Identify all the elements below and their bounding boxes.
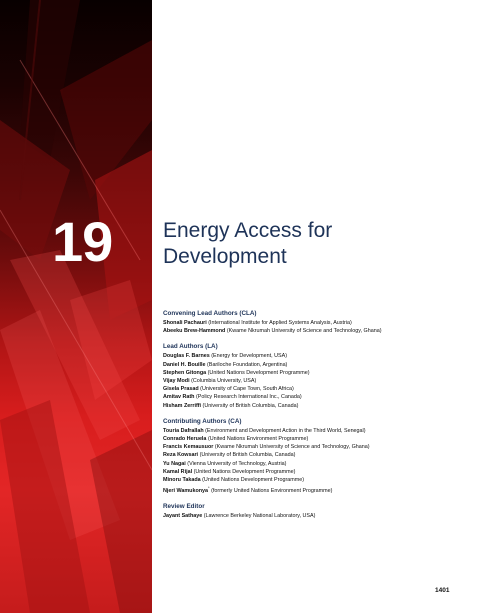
section-review-editor xyxy=(163,502,468,520)
author-entry xyxy=(163,451,468,459)
author-entry xyxy=(163,468,468,476)
page-number: 1401 xyxy=(435,587,450,594)
author-entry xyxy=(163,352,468,360)
author-entry xyxy=(163,377,468,385)
author-name: Yu Nagai xyxy=(163,460,186,467)
author-entry xyxy=(163,385,468,393)
author-affiliation: (Policy Research International Inc., Canada) xyxy=(195,394,302,401)
author-entry xyxy=(163,484,468,495)
author-affiliation: (United Nations Environment Programme) xyxy=(207,436,309,443)
author-entry xyxy=(163,319,468,327)
author-affiliation: (Environment and Development Action in the Third World, Senegal) xyxy=(205,427,366,434)
author-name: Hisham Zerriffi xyxy=(163,402,202,409)
author-list xyxy=(163,309,468,527)
author-affiliation: (Kwame Nkrumah University of Science and Technology, Ghana) xyxy=(214,444,370,451)
author-name: Stephen Gitonga xyxy=(163,369,207,376)
author-name: Minoru Takada xyxy=(163,477,201,484)
section-heading: Contributing Authors (CA) xyxy=(163,417,242,425)
author-name: Gisela Prasad xyxy=(163,386,199,393)
section-contributing-authors xyxy=(163,417,468,495)
author-entry xyxy=(163,393,468,401)
author-name: Reza Kowsari xyxy=(163,452,199,459)
author-name: Douglas F. Barnes xyxy=(163,353,210,360)
author-name: Daniel H. Bouille xyxy=(163,361,206,368)
author-affiliation: (International Institute for Applied Systems Analysis, Austria) xyxy=(208,320,352,326)
author-affiliation: (United Nations Development Programme) xyxy=(193,468,296,475)
author-entry xyxy=(163,435,468,443)
author-entry xyxy=(163,327,468,335)
author-affiliation: (University of British Columbia, Canada) xyxy=(202,402,299,409)
chapter-title-line-2: Development xyxy=(163,245,287,268)
section-convening-lead-authors xyxy=(163,309,468,335)
author-name: Kamal Rijal xyxy=(163,468,193,475)
author-affiliation: (United Nations Development Programme) xyxy=(202,477,305,484)
author-name: Abeeku Brew-Hammond xyxy=(163,328,226,335)
author-entry xyxy=(163,402,468,410)
author-name: Shonali Pachauri xyxy=(163,320,207,326)
author-name: Amitav Rath xyxy=(163,394,195,401)
section-heading: Lead Authors (LA) xyxy=(163,343,218,351)
author-entry xyxy=(163,512,468,520)
chapter-number: 19 xyxy=(52,210,113,273)
section-heading: Review Editor xyxy=(163,503,205,511)
author-entry xyxy=(163,369,468,377)
author-affiliation: (United Nations Development Programme) xyxy=(207,369,310,376)
section-heading: Convening Lead Authors (CLA) xyxy=(163,310,257,317)
author-entry xyxy=(163,460,468,468)
author-affiliation: (University of Cape Town, South Africa) xyxy=(200,386,294,393)
chapter-title-line-1: Energy Access for xyxy=(163,219,333,242)
author-affiliation: (Bariloche Foundation, Argentina) xyxy=(207,361,288,368)
author-entry xyxy=(163,361,468,369)
author-affiliation: (Kwame Nkrumah University of Science and Technology, Ghana) xyxy=(226,328,382,335)
author-affiliation: (Vienna University of Technology, Austria) xyxy=(187,460,287,467)
author-name: Francis Kemausuor xyxy=(163,444,214,451)
author-affiliation: (formerly United Nations Environment Programme) xyxy=(211,488,333,495)
author-affiliation: (Lawrence Berkeley National Laboratory, USA) xyxy=(203,513,316,520)
abstract-red-shapes xyxy=(0,0,152,613)
author-name: Vijay Modi xyxy=(163,378,190,385)
author-name: Njeri Wamukonya xyxy=(163,488,209,495)
author-name: Conrado Heruela xyxy=(163,436,207,443)
chapter-title xyxy=(163,218,453,270)
author-name: Touria Dafrallah xyxy=(163,427,204,434)
author-affiliation: (University of British Columbia, Canada) xyxy=(199,452,296,459)
author-affiliation: (Energy for Development, USA) xyxy=(211,353,288,360)
author-affiliation: (Columbia University, USA) xyxy=(191,378,257,385)
author-entry xyxy=(163,443,468,451)
author-entry xyxy=(163,427,468,435)
section-lead-authors xyxy=(163,342,468,409)
chapter-cover-artwork xyxy=(0,0,152,613)
author-name: Jayant Sathaye xyxy=(163,513,203,520)
footnote-marker: * xyxy=(208,485,210,491)
author-entry xyxy=(163,476,468,484)
